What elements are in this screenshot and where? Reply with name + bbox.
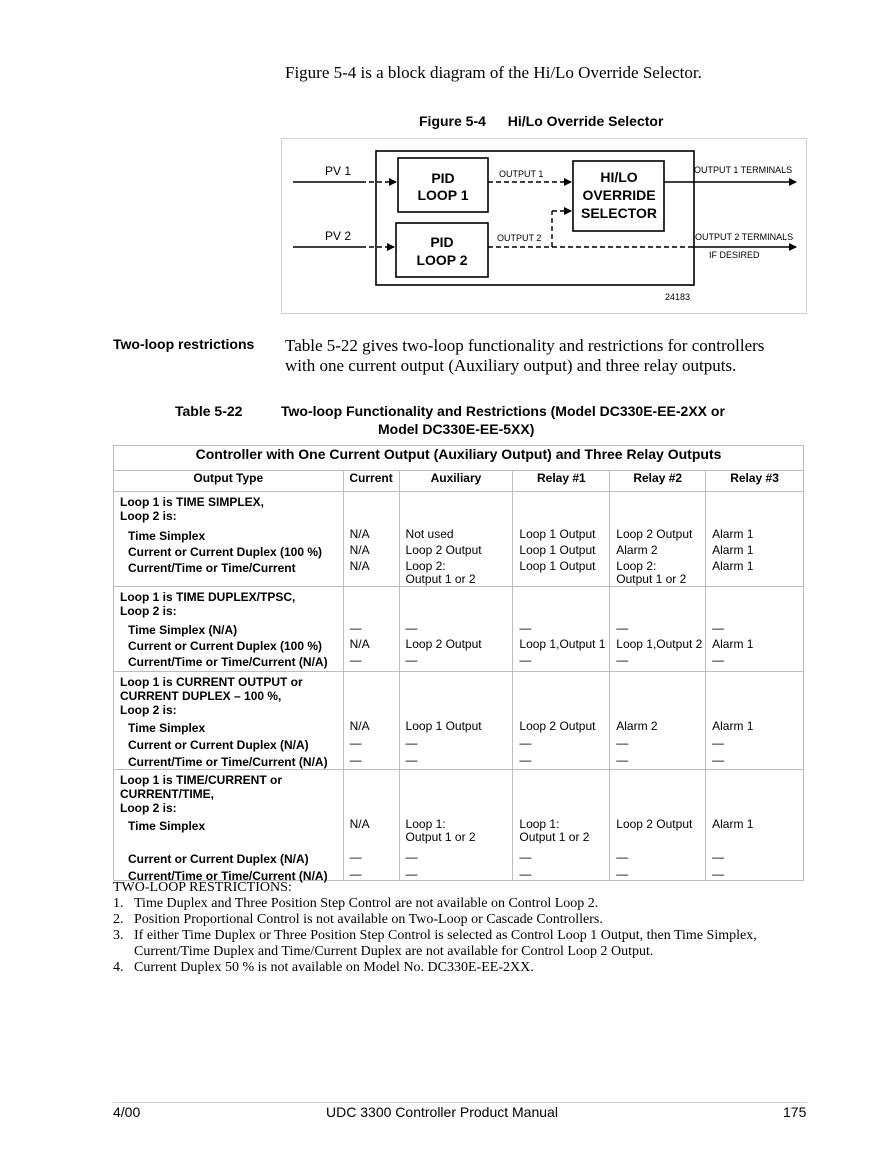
selector-line2: OVERRIDE [582,187,656,203]
cell-value: Alarm 1 [712,559,754,573]
table-group-row [114,587,804,672]
value-cell [513,770,610,881]
table-title-line1: Two-loop Functionality and Restrictions (Model DC330E-EE-2XX or [281,403,725,419]
figure-title: Hi/Lo Override Selector [507,113,664,129]
table-banner: Controller with One Current Output (Auxiliary Output) and Three Relay Outputs [114,446,804,471]
cell-value: Loop 1 Output [519,559,596,573]
cell-value: Alarm 2 [616,719,658,733]
value-cell [343,492,399,587]
value-cell [513,672,610,770]
cell-value: — [349,850,362,864]
cell-value: — [519,736,532,750]
cell-value: — [712,850,725,864]
loop2-option-label: Time Simplex [128,529,206,543]
loop1-heading-line: Loop 1 is CURRENT OUTPUT or [120,675,303,689]
value-cell [610,492,706,587]
table-number: Table 5-22 [175,403,243,419]
cell-value: — [349,867,362,881]
loop1-heading-line: Loop 2 is: [120,801,177,815]
value-cell [610,672,706,770]
cell-value: Loop 2 Output [519,719,596,733]
value-cell [343,672,399,770]
cell-value: — [349,653,362,667]
cell-value: Alarm 1 [712,527,754,541]
note-number: 3. [113,928,124,943]
table-title-line2: Model DC330E-EE-5XX) [378,421,535,437]
table-group-row [114,672,804,770]
output-type-cell [114,587,344,672]
figure-number: Figure 5-4 [419,113,486,129]
selector-line3: SELECTOR [581,205,657,221]
column-header: Output Type [114,471,344,492]
output-type-cell [114,672,344,770]
note-number: 2. [113,912,124,927]
cell-value: Loop 1,Output 2 [616,637,703,651]
loop2-option-label: Current/Time or Time/Current [128,561,296,575]
figure-caption [419,113,663,129]
loop2-option-label: Current or Current Duplex (N/A) [128,852,309,866]
restrictions-table [113,445,804,881]
pv1-label: PV 1 [325,164,352,178]
loop2-option-label: Current or Current Duplex (100 %) [128,545,323,559]
footer-date: 4/00 [113,1104,141,1120]
value-cell [610,770,706,881]
cell-value: Not used [405,527,454,541]
cell-value: Alarm 1 [712,637,754,651]
value-cell [706,770,804,881]
cell-value: — [712,867,725,881]
output1-label: OUTPUT 1 [499,169,544,179]
cell-value: — [519,850,532,864]
note-number: 1. [113,896,124,911]
note-item [113,912,813,928]
value-cell [399,492,513,587]
cell-value: N/A [349,527,370,541]
loop1-heading-line: Loop 2 is: [120,604,177,618]
note-text: Current Duplex 50 % is not available on Model No. DC330E-EE-2XX. [134,960,534,975]
note-number: 4. [113,960,124,975]
table-group-row [114,770,804,881]
loop2-option-label: Current or Current Duplex (N/A) [128,738,309,752]
value-cell [343,587,399,672]
value-cell [513,492,610,587]
cell-value: — [405,753,418,767]
cell-value: Output 1 or 2 [405,830,476,844]
cell-value: Alarm 1 [712,719,754,733]
cell-value: Loop 1,Output 1 [519,637,606,651]
cell-value: — [616,850,629,864]
value-cell [399,672,513,770]
output2-label: OUTPUT 2 [497,233,542,243]
cell-value: — [712,653,725,667]
cell-value: — [616,867,629,881]
cell-value: N/A [349,559,370,573]
cell-value: Loop 2 Output [616,527,693,541]
loop1-heading-line: Loop 1 is TIME DUPLEX/TPSC, [120,590,296,604]
loop2-option-label: Time Simplex [128,721,206,735]
value-cell [610,587,706,672]
value-cell [399,770,513,881]
pid-loop-2-line1: PID [430,234,454,250]
loop2-option-label: Time Simplex [128,819,206,833]
cell-value: — [519,653,532,667]
footer-page-number: 175 [783,1104,807,1120]
note-item [113,960,813,976]
pv2-label: PV 2 [325,229,352,243]
value-cell [513,587,610,672]
loop2-option-label: Current/Time or Time/Current (N/A) [128,655,328,669]
section-heading: Two-loop restrictions [113,336,255,352]
cell-value: — [616,753,629,767]
output-type-cell [114,770,344,881]
loop2-option-label: Current or Current Duplex (100 %) [128,639,323,653]
note-item [113,896,813,912]
column-header: Relay #3 [706,471,804,492]
cell-value: Alarm 1 [712,817,754,831]
note-text: If either Time Duplex or Three Position Step Control is selected as Control Loop 1 Output, then Time Simplex, Current/Time Duplex and Time/Current Duplex are not available for Control Loop 2 Output. [134,928,757,959]
loop1-heading-line: Loop 2 is: [120,509,177,523]
cell-value: Output 1 or 2 [405,572,476,586]
cell-value: Loop 1: [519,817,560,831]
cell-value: Output 1 or 2 [616,572,687,586]
figure-frame [281,138,807,314]
cell-value: Loop 2 Output [405,637,482,651]
value-cell [706,672,804,770]
cell-value: N/A [349,817,370,831]
cell-value: — [349,621,362,635]
column-header: Auxiliary [399,471,513,492]
cell-value: Loop 1 Output [519,543,596,557]
cell-value: — [405,867,418,881]
cell-value: Loop 2: [616,559,657,573]
output2-terminals-label: OUTPUT 2 TERMINALS [695,232,794,242]
cell-value: — [349,753,362,767]
notes-heading: TWO-LOOP RESTRICTIONS: [113,880,292,895]
cell-value: — [405,850,418,864]
value-cell [343,770,399,881]
note-text: Time Duplex and Three Position Step Control are not available on Control Loop 2. [134,896,599,911]
selector-line1: HI/LO [600,169,638,185]
loop1-heading-line: Loop 1 is TIME SIMPLEX, [120,495,265,509]
cell-value: N/A [349,543,370,557]
cell-value: — [712,736,725,750]
pid-loop-1-line2: LOOP 1 [417,187,469,203]
loop1-heading-line: Loop 1 is TIME/CURRENT or [120,773,282,787]
cell-value: Output 1 or 2 [519,830,590,844]
section-body: Table 5-22 gives two-loop functionality and restrictions for controllers with one current output (Auxiliary output) and three relay outputs. [285,336,765,375]
block-diagram [281,138,807,314]
table-group-row [114,492,804,587]
cell-value: — [616,621,629,635]
note-item [113,928,813,960]
cell-value: Alarm 2 [616,543,658,557]
restrictions-notes [113,880,813,976]
loop2-option-label: Current/Time or Time/Current (N/A) [128,869,328,883]
column-header: Relay #1 [513,471,610,492]
cell-value: Alarm 1 [712,543,754,557]
footer-rule [113,1102,807,1103]
cell-value: Loop 2 Output [616,817,693,831]
value-cell [399,587,513,672]
cell-value: — [405,653,418,667]
cell-value: — [712,753,725,767]
output-type-cell [114,492,344,587]
cell-value: Loop 1: [405,817,446,831]
cell-value: — [616,653,629,667]
cell-value: N/A [349,637,370,651]
cell-value: Loop 2: [405,559,446,573]
cell-value: — [405,621,418,635]
pid-loop-1-line1: PID [431,170,455,186]
column-header: Current [343,471,399,492]
footer-title: UDC 3300 Controller Product Manual [326,1104,558,1120]
cell-value: — [519,621,532,635]
intro-paragraph: Figure 5-4 is a block diagram of the Hi/Lo Override Selector. [285,63,702,82]
cell-value: Loop 2 Output [405,543,482,557]
if-desired-label: IF DESIRED [709,250,760,260]
pid-loop-2-block [396,223,488,277]
column-header: Relay #2 [610,471,706,492]
value-cell [706,587,804,672]
cell-value: Loop 1 Output [405,719,482,733]
cell-value: — [349,736,362,750]
loop2-option-label: Time Simplex (N/A) [128,623,238,637]
cell-value: — [712,621,725,635]
cell-value: — [519,867,532,881]
output1-terminals-label: OUTPUT 1 TERMINALS [694,165,793,175]
loop1-heading-line: CURRENT/TIME, [120,787,214,801]
loop1-heading-line: Loop 2 is: [120,703,177,717]
note-text: Position Proportional Control is not available on Two-Loop or Cascade Controllers. [134,912,603,927]
loop2-option-label: Current/Time or Time/Current (N/A) [128,755,328,769]
pid-loop-2-line2: LOOP 2 [416,252,468,268]
cell-value: — [519,753,532,767]
cell-value: Loop 1 Output [519,527,596,541]
loop1-heading-line: CURRENT DUPLEX – 100 %, [120,689,282,703]
value-cell [706,492,804,587]
footer-title-wrap [0,1104,892,1120]
figure-code: 24183 [665,292,691,302]
cell-value: N/A [349,719,370,733]
cell-value: — [616,736,629,750]
cell-value: — [405,736,418,750]
